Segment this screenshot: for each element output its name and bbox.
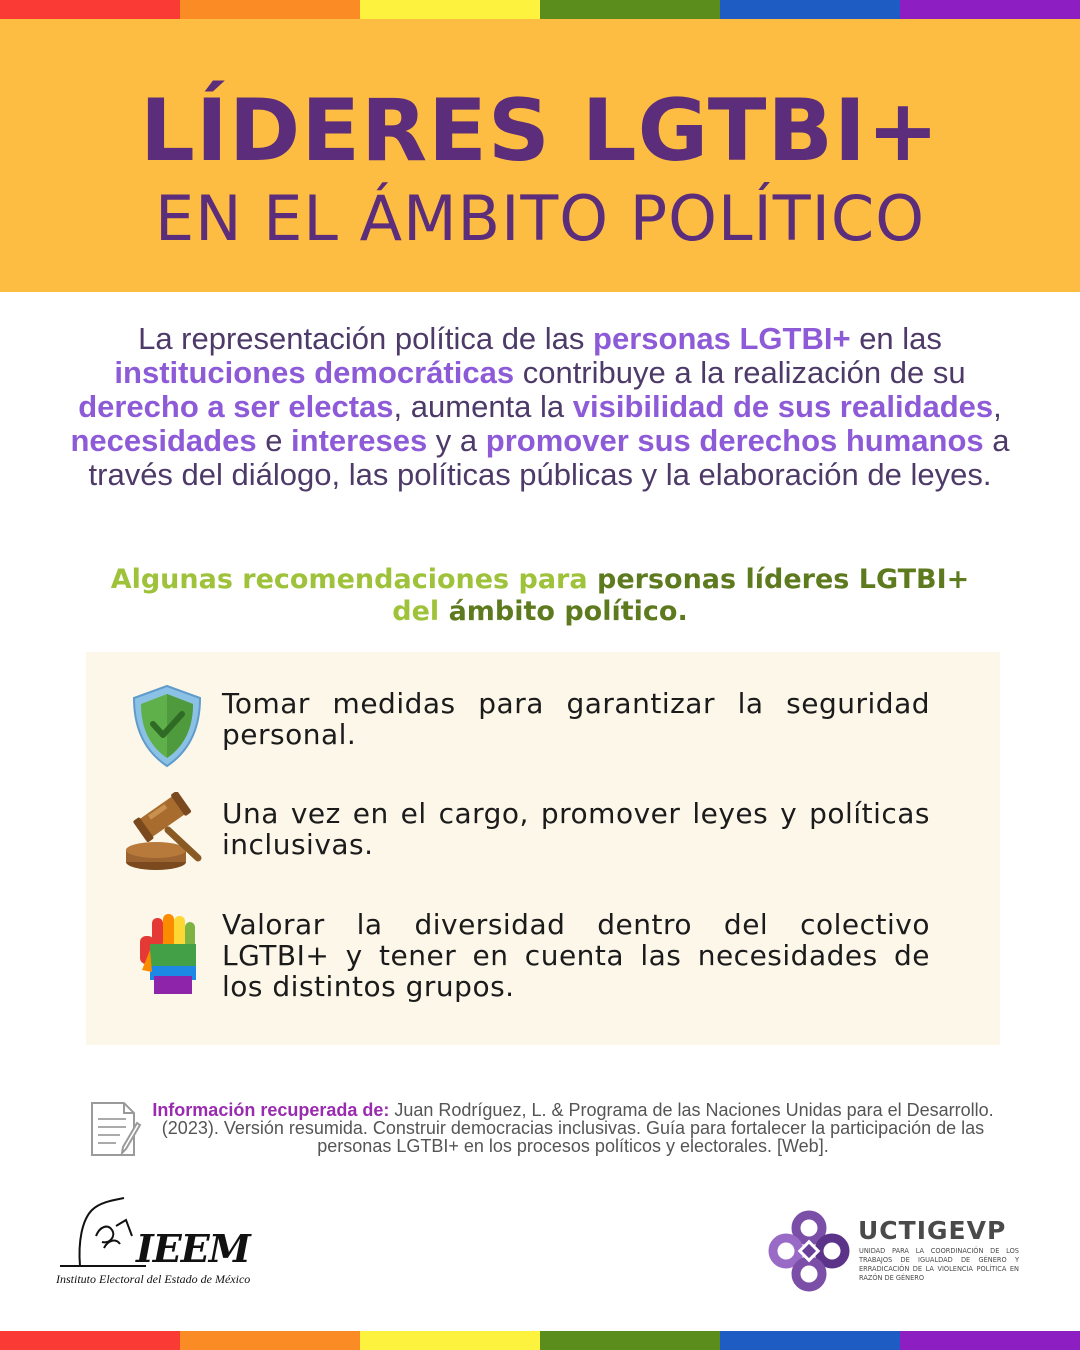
header-banner (0, 19, 1080, 292)
stripe-yellow (360, 0, 540, 19)
intro-text: La representación política de las (138, 321, 594, 356)
recommendation-text: Valorar la diversidad dentro del colectivo LGTBI+ y tener en cuenta las necesidades de los distintos grupos. (222, 908, 930, 1003)
recommendations-panel (86, 652, 1000, 1045)
intro-text: , (993, 389, 1002, 424)
intro-text: a través del diálogo, las políticas públicas y la elaboración de leyes. (88, 423, 1010, 492)
citation-text (150, 1101, 996, 1155)
intro-paragraph (70, 322, 1010, 492)
shield-check-icon (122, 682, 212, 772)
stripe-red (0, 1331, 180, 1350)
uct-name: UCTIGEVP (858, 1216, 1007, 1245)
intro-highlight: visibilidad de sus realidades (572, 389, 994, 424)
intro-text: , aumenta la (393, 389, 573, 424)
intro-highlight: intereses (291, 423, 428, 458)
intro-text: en las (850, 321, 942, 356)
page-subtitle: EN EL ÁMBITO POLÍTICO (154, 182, 926, 255)
stripe-orange (180, 1331, 360, 1350)
uctigevp-logo (768, 1210, 1038, 1294)
stripe-blue (720, 0, 900, 19)
intro-text: contribuye a la realización de su (514, 355, 966, 390)
intro-highlight: necesidades (70, 423, 257, 458)
intro-highlight: personas LGTBI+ (593, 321, 851, 356)
source-citation (86, 1097, 1006, 1163)
recommendation-text: Una vez en el cargo, promover leyes y políticas inclusivas. (222, 797, 930, 861)
page-title: LÍDERES LGTBI+ (140, 81, 940, 181)
ieem-logo (56, 1196, 266, 1291)
recommendations-heading (90, 564, 990, 628)
stripe-blue (720, 1331, 900, 1350)
recommendation-text: Tomar medidas para garantizar la seguridad personal. (222, 687, 930, 751)
gavel-icon (122, 792, 212, 882)
ieem-emblem-icon (56, 1196, 146, 1270)
stripe-green (540, 0, 720, 19)
citation-body: Juan Rodríguez, L. & Programa de las Naciones Unidas para el Desarrollo. (2023). Versión resumida. Construir democracias inclusivas. Guía para fortalecer la participación de las personas LGTBI+ en los procesos políticos y electorales. [Web]. (161, 1100, 994, 1156)
ieem-caption: Instituto Electoral del Estado de México (56, 1272, 251, 1286)
reco-part: del (392, 596, 449, 627)
document-icon (88, 1099, 144, 1159)
stripe-yellow (360, 1331, 540, 1350)
rainbow-fist-icon (122, 910, 212, 1000)
rainbow-stripe-bottom (0, 1331, 1080, 1350)
rainbow-stripe-top (0, 0, 1080, 19)
reco-part: ámbito político. (448, 596, 688, 627)
uct-description: UNIDAD PARA LA COORDINACIÓN DE LOS TRABAJOS DE IGUALDAD DE GÉNERO Y ERRADICACIÓN DE LA VIOLENCIA POLÍTICA EN RAZÓN DE GÉNERO (859, 1247, 1019, 1282)
intro-text: y a (427, 423, 486, 458)
intro-highlight: promover sus derechos humanos (485, 423, 984, 458)
stripe-purple (900, 0, 1080, 19)
stripe-orange (180, 0, 360, 19)
ieem-wordmark: IEEM (136, 1226, 250, 1271)
knot-emblem-icon (768, 1210, 850, 1292)
intro-highlight: instituciones democráticas (114, 355, 515, 390)
citation-label: Información recuperada de: (152, 1100, 390, 1120)
intro-text: e (256, 423, 292, 458)
reco-part: personas líderes LGTBI+ (597, 564, 970, 595)
intro-highlight: derecho a ser electas (78, 389, 394, 424)
stripe-purple (900, 1331, 1080, 1350)
stripe-red (0, 0, 180, 19)
reco-part: Algunas recomendaciones para (110, 564, 597, 595)
stripe-green (540, 1331, 720, 1350)
